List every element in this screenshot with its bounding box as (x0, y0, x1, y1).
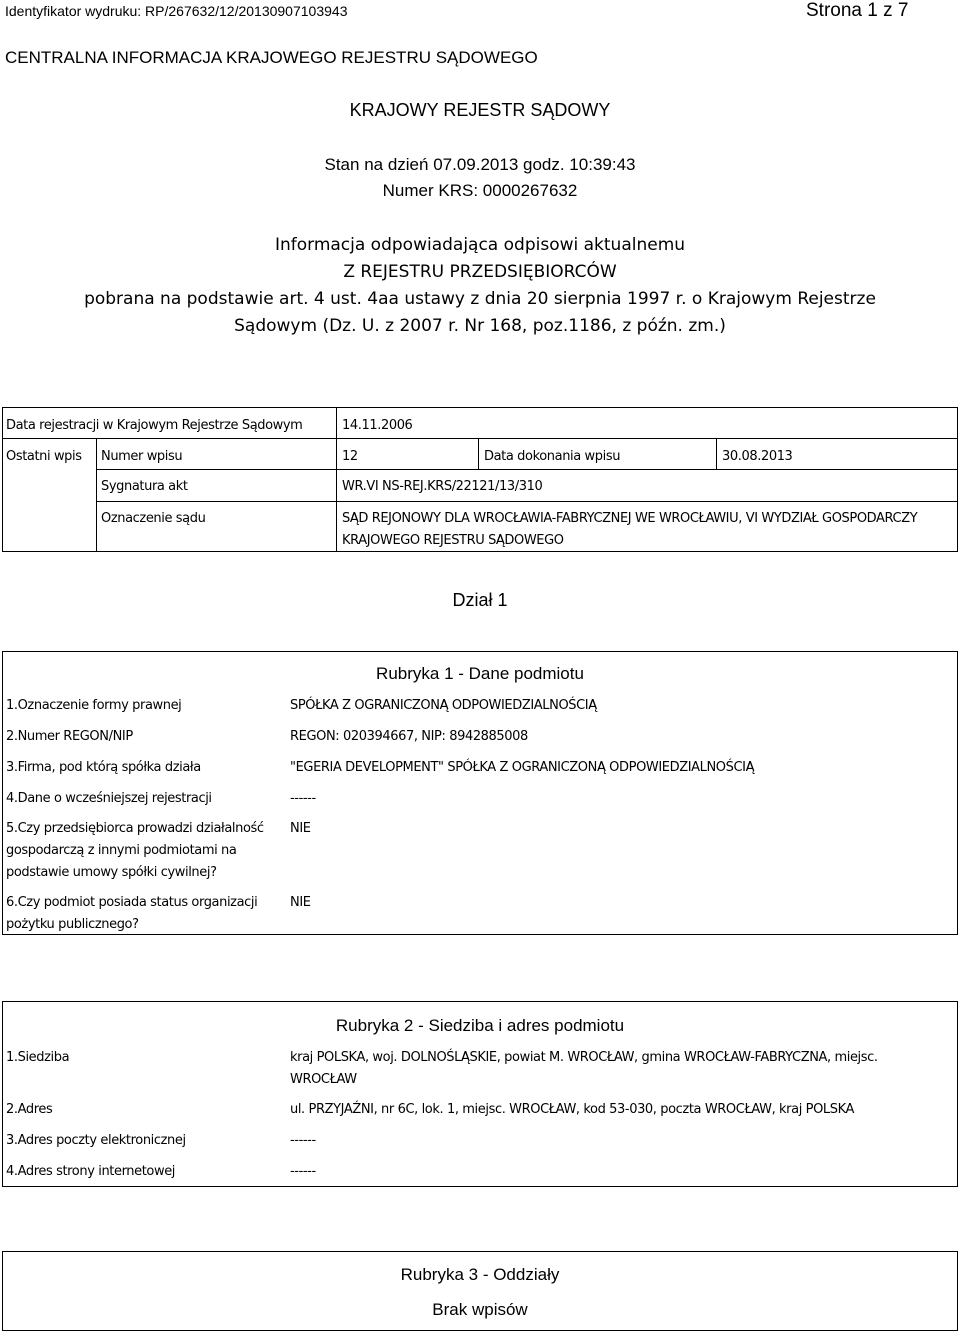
rubryka-2-title: Rubryka 2 - Siedziba i adres podmiotu (335, 1016, 625, 1035)
row-regon-nip-value: REGON: 020394667, NIP: 8942885008 (290, 729, 528, 744)
row-website-value: ------ (290, 1164, 316, 1179)
entry-date-value: 30.08.2013 (722, 449, 793, 464)
row-address-label: 2.Adres (6, 1102, 53, 1117)
print-identifier: Identyfikator wydruku: RP/267632/12/20130907103943 (5, 3, 348, 19)
row-address-value: ul. PRZYJAŹNI, nr 6C, lok. 1, miejsc. WROCŁAW, kod 53-030, poczta WROCŁAW, kraj POLSKA (290, 1102, 854, 1117)
row-public-benefit-label: 6.Czy podmiot posiada status organizacji pożytku publicznego? (6, 895, 258, 932)
registry-title: KRAJOWY REJESTR SĄDOWY (349, 100, 611, 120)
row-public-benefit-value: NIE (290, 895, 311, 910)
rubryka-3-empty: Brak wpisów (432, 1300, 528, 1319)
section-title: Dział 1 (452, 590, 508, 610)
legal-basis-line-2: Sądowym (Dz. U. z 2007 r. Nr 168, poz.1186, z późn. zm.) (234, 316, 726, 336)
entry-number-label: Numer wpisu (101, 449, 183, 464)
row-website-label: 4.Adres strony internetowej (6, 1164, 176, 1179)
row-email-value: ------ (290, 1133, 316, 1148)
entry-date-label: Data dokonania wpisu (484, 449, 621, 464)
row-civil-partnership-label: 5.Czy przedsiębiorca prowadzi działalność gospodarczą z innymi podmiotami na podstawie umowy spółki cywilnej? (6, 821, 264, 880)
row-company-name-label: 3.Firma, pod którą spółka działa (6, 760, 201, 775)
legal-basis-line-1: pobrana na podstawie art. 4 ust. 4aa ustawy z dnia 20 sierpnia 1997 r. o Krajowym Rejestrze (84, 289, 876, 309)
row-seat-value: kraj POLSKA, woj. DOLNOŚLĄSKIE, powiat M. WROCŁAW, gmina WROCŁAW-FABRYCZNA, miejsc. WROCŁAW (290, 1050, 878, 1087)
page-number: Strona 1 z 7 (806, 0, 909, 21)
rubryka-3-title: Rubryka 3 - Oddziały (400, 1265, 560, 1284)
institution-name: CENTRALNA INFORMACJA KRAJOWEGO REJESTRU SĄDOWEGO (5, 48, 538, 67)
rubryka-1-title: Rubryka 1 - Dane podmiotu (376, 664, 584, 683)
row-seat-label: 1.Siedziba (6, 1050, 70, 1065)
row-regon-nip-label: 2.Numer REGON/NIP (6, 729, 133, 744)
row-email-label: 3.Adres poczty elektronicznej (6, 1133, 186, 1148)
info-line-2: Z REJESTRU PRZEDSIĘBIORCÓW (343, 262, 617, 282)
row-prior-registration-label: 4.Dane o wcześniejszej rejestracji (6, 791, 212, 806)
entry-number-value: 12 (342, 449, 358, 464)
row-civil-partnership-value: NIE (290, 821, 311, 836)
row-prior-registration-value: ------ (290, 791, 316, 806)
signature-label: Sygnatura akt (101, 479, 188, 494)
court-label: Oznaczenie sądu (101, 511, 206, 526)
registration-date-label: Data rejestracji w Krajowym Rejestrze Sądowym (6, 418, 303, 433)
court-value: SĄD REJONOWY DLA WROCŁAWIA-FABRYCZNEJ WE WROCŁAWIU, VI WYDZIAŁ GOSPODARCZY KRAJOWEGO REJESTRU SĄDOWEGO (342, 511, 918, 548)
state-date: Stan na dzień 07.09.2013 godz. 10:39:43 (324, 155, 636, 174)
krs-number: Numer KRS: 0000267632 (382, 181, 578, 200)
row-company-name-value: "EGERIA DEVELOPMENT" SPÓŁKA Z OGRANICZONĄ ODPOWIEDZIALNOŚCIĄ (290, 760, 755, 775)
last-entry-label: Ostatni wpis (6, 449, 82, 464)
row-legal-form-label: 1.Oznaczenie formy prawnej (6, 698, 182, 713)
info-line-1: Informacja odpowiadająca odpisowi aktualnemu (274, 235, 686, 255)
row-legal-form-value: SPÓŁKA Z OGRANICZONĄ ODPOWIEDZIALNOŚCIĄ (290, 698, 597, 713)
signature-value: WR.VI NS-REJ.KRS/22121/13/310 (342, 479, 543, 494)
registration-date-value: 14.11.2006 (342, 418, 413, 433)
